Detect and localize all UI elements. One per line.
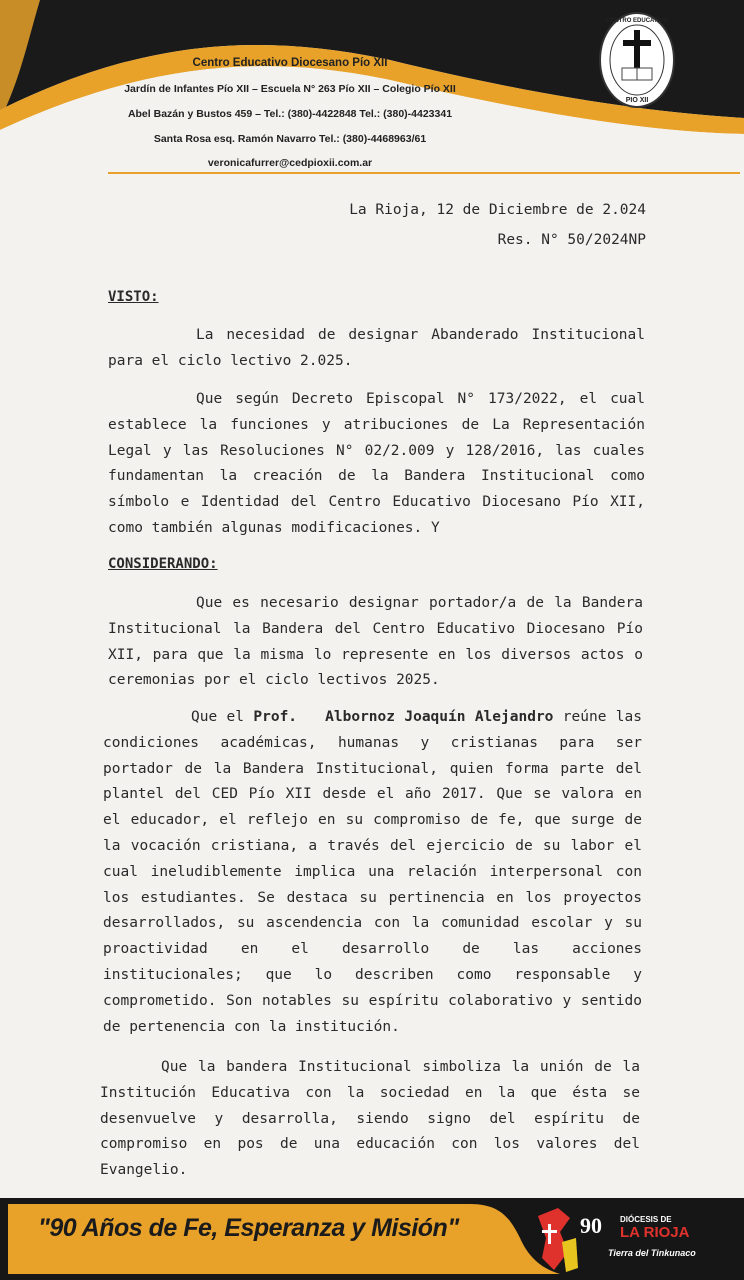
footer-banner	[0, 1198, 744, 1280]
diocese-name: LA RIOJA	[620, 1224, 690, 1241]
institution-email: veronicafurrer@cedpioxii.com.ar	[207, 157, 373, 169]
resolution-number: Res. N° 50/2024NP	[497, 232, 646, 248]
institution-name: Centro Educativo Diocesano Pío XII	[192, 57, 388, 69]
school-seal-logo	[598, 10, 676, 110]
paragraph-rest: reúne las condiciones académicas, humanas y cristianas para ser portador de la Bandera Institucional, quien forma parte del plantel del CED Pío XII desde el año 2017. Que se valora en el educador, el reflejo en su compromiso de fe, que surge de la vocación cristiana, a través del ejercicio de su labor el cual ineludiblemente implica una relación interpersonal con los estudiantes. Se destaca su pertinencia en los proyectos desarrollados, su ascendencia con la comunidad escolar y su proactividad en el desarrollo de las acciones institucionales; que lo describen como responsable y comprometido. Son notables su espíritu colaborativo y sentido de pertenencia con la institución.	[103, 709, 642, 1035]
document-date: La Rioja, 12 de Diciembre de 2.024	[349, 202, 646, 218]
institution-schools: Jardín de Infantes Pío XII – Escuela N° 263 Pío XII – Colegio Pío XII	[124, 83, 456, 95]
professor-name: Albornoz Joaquín Alejandro	[325, 709, 554, 725]
header-divider	[108, 172, 740, 174]
institution-address-1: Abel Bazán y Bustos 459 – Tel.: (380)-4422848 Tel.: (380)-4423341	[127, 108, 453, 120]
professor-title: Prof.	[253, 709, 298, 725]
svg-text:PIO XII: PIO XII	[625, 97, 649, 104]
diocese-label: DIÓCESIS DE	[620, 1215, 672, 1224]
paragraph-intro: Que el	[191, 709, 245, 725]
institution-address-2: Santa Rosa esq. Ramón Navarro Tel.: (380)-4468963/61	[153, 133, 427, 145]
anniversary-number: 90	[580, 1213, 602, 1238]
considerando-paragraph-2	[103, 705, 642, 1040]
letterhead	[0, 0, 744, 185]
visto-heading: VISTO:	[108, 289, 159, 305]
svg-text:CENTRO EDUCATIVO: CENTRO EDUCATIVO	[606, 18, 668, 24]
considerando-paragraph-1: Que es necesario designar portador/a de la Bandera Institucional la Bandera del Centro Educativo Diocesano Pío XII, para que la misma lo represente en los diversos actos o ceremonias por el ciclo lectivos 2025.	[108, 595, 643, 689]
considerando-heading: CONSIDERANDO:	[108, 556, 218, 572]
visto-paragraph-2: Que según Decreto Episcopal N° 173/2022, el cual establece la funciones y atribuciones de La Representación Legal y las Resoluciones N° 02/2.009 y 128/2016, las cuales fundamentan la creación de la Bandera Institucional como símbolo e Identidad del Centro Educativo Diocesano Pío XII, como también algunas modificaciones. Y	[108, 391, 645, 536]
footer-slogan: "90 Años de Fe, Esperanza y Misión"	[38, 1214, 459, 1242]
visto-paragraph-1: La necesidad de designar Abanderado Institucional para el ciclo lectivo 2.025.	[108, 327, 645, 369]
considerando-paragraph-3: Que la bandera Institucional simboliza la unión de la Institución Educativa con la sociedad en la que ésta se desenvuelve y desarrolla, siendo signo del espíritu de compromiso en pos de una educación con los valores del Evangelio.	[100, 1059, 640, 1179]
diocese-motto: Tierra del Tinkunaco	[608, 1248, 696, 1258]
